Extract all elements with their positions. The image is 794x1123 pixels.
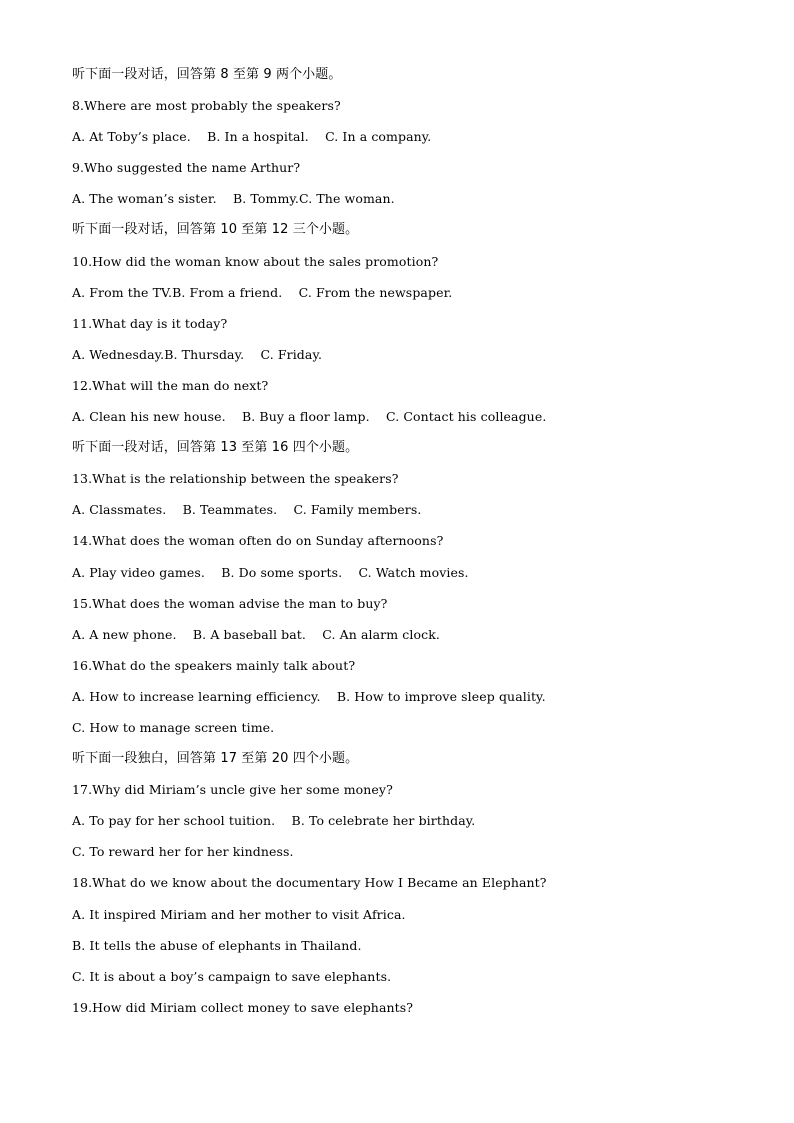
- section-heading: 听下面一段对话，回答第 10 至第 12 三个小题。: [72, 222, 359, 238]
- question-text: 10.How did the woman know about the sales promotion?: [72, 253, 439, 269]
- answer-options: A. The woman’s sister. B. Tommy.C. The woman.: [72, 191, 395, 207]
- section-heading: 听下面一段独白，回答第 17 至第 20 四个小题。: [72, 751, 359, 767]
- question-text: 14.What does the woman often do on Sunday afternoons?: [72, 533, 444, 549]
- question-text: 13.What is the relationship between the speakers?: [72, 471, 399, 487]
- answer-options: A. To pay for her school tuition. B. To celebrate her birthday.: [72, 813, 476, 829]
- question-text: 16.What do the speakers mainly talk about?: [72, 657, 356, 673]
- question-text: 17.Why did Miriam’s uncle give her some money?: [72, 782, 393, 798]
- answer-options: C. It is about a boy’s campaign to save elephants.: [72, 968, 392, 984]
- answer-options: C. How to manage screen time.: [72, 719, 275, 735]
- question-text: 15.What does the woman advise the man to buy?: [72, 595, 388, 611]
- answer-options: A. It inspired Miriam and her mother to visit Africa.: [72, 906, 406, 922]
- answer-options: C. To reward her for her kindness.: [72, 844, 294, 860]
- answer-options: A. Play video games. B. Do some sports. C. Watch movies.: [72, 564, 469, 580]
- answer-options: A. From the TV.B. From a friend. C. From the newspaper.: [72, 284, 453, 300]
- answer-options: A. At Toby’s place. B. In a hospital. C. In a company.: [72, 129, 432, 145]
- section-heading: 听下面一段对话，回答第 8 至第 9 两个小题。: [72, 67, 342, 82]
- answer-options: B. It tells the abuse of elephants in Thailand.: [72, 937, 362, 953]
- section-heading: 听下面一段对话，回答第 13 至第 16 四个小题。: [72, 440, 359, 456]
- answer-options: A. Wednesday.B. Thursday. C. Friday.: [72, 346, 323, 362]
- question-text: 11.What day is it today?: [72, 315, 228, 331]
- question-text: 19.How did Miriam collect money to save elephants?: [72, 999, 414, 1015]
- question-text: 12.What will the man do next?: [72, 377, 269, 393]
- answer-options: A. A new phone. B. A baseball bat. C. An alarm clock.: [72, 626, 440, 642]
- answer-options: A. How to increase learning efficiency. B. How to improve sleep quality.: [72, 688, 546, 704]
- question-text: 8.Where are most probably the speakers?: [72, 98, 341, 114]
- question-text: 18.What do we know about the documentary How I Became an Elephant?: [72, 875, 547, 891]
- answer-options: A. Clean his new house. B. Buy a floor lamp. C. Contact his colleague.: [72, 409, 547, 425]
- answer-options: A. Classmates. B. Teammates. C. Family members.: [72, 502, 422, 518]
- exam-page: [72, 64, 752, 1028]
- question-text: 9.Who suggested the name Arthur?: [72, 160, 301, 176]
